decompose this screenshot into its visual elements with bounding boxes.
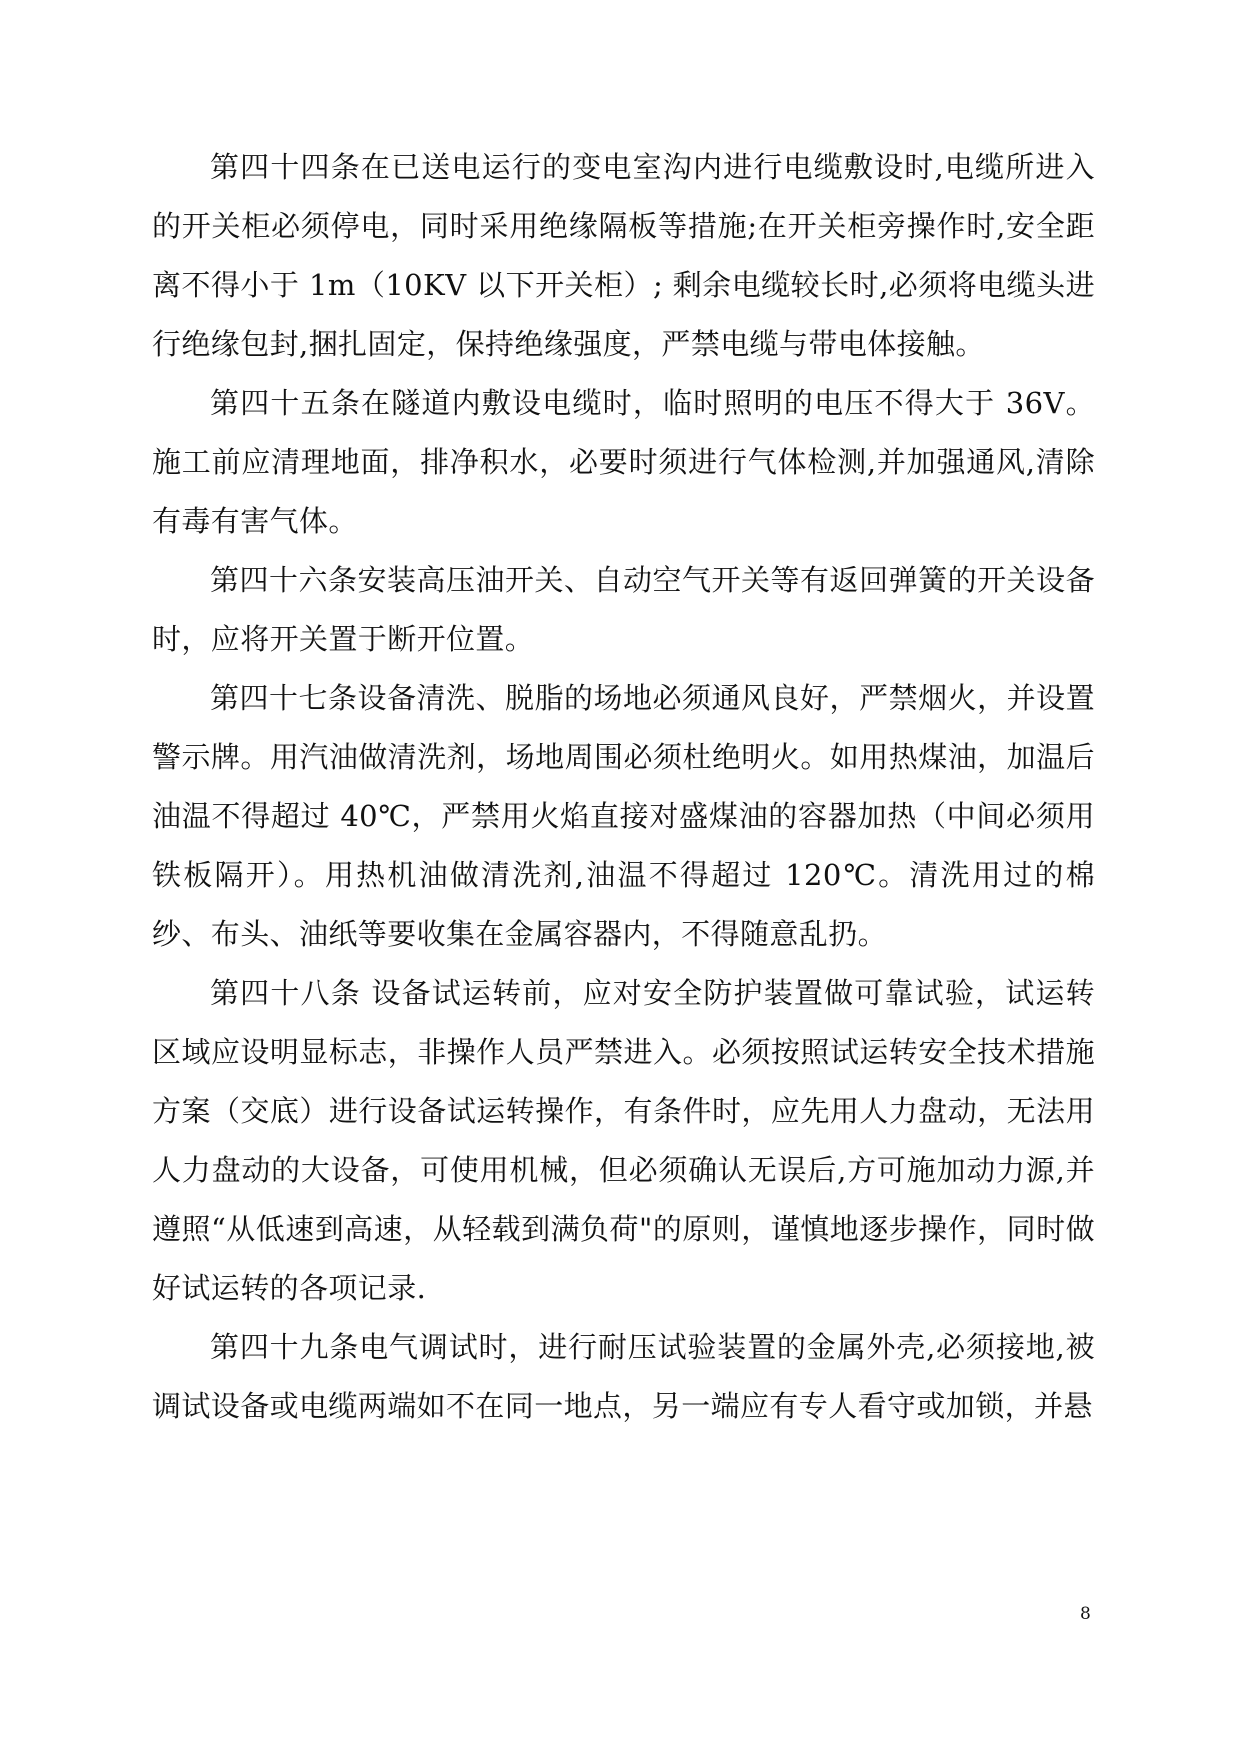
article-49-paragraph: 第四十九条电气调试时，进行耐压试验装置的金属外壳,必须接地,被调试设备或电缆两端如不在同一地点，另一端应有专人看守或加锁，并悬 [152, 1330, 1095, 1423]
article-48-paragraph: 第四十八条 设备试运转前，应对安全防护装置做可靠试验，试运转区域应设明显标志，非操作人员严禁进入。必须按照试运转安全技术措施方案（交底）进行设备试运转操作，有条件时，应先用人力盘动，无法用人力盘动的大设备，可使用机械，但必须确认无误后,方可施加动力源,并遵照“从低速到高速，从轻载到满负荷"的原则，谨慎地逐步操作，同时做好试运转的各项记录. [152, 976, 1095, 1305]
article-47-paragraph: 第四十七条设备清洗、脱脂的场地必须通风良好，严禁烟火，并设置警示牌。用汽油做清洗剂，场地周围必须杜绝明火。如用热煤油，加温后油温不得超过 40℃，严禁用火焰直接对盛煤油的容器加热（中间必须用铁板隔开）。用热机油做清洗剂,油温不得超过 120℃。清洗用过的棉纱、布头、油纸等要收集在金属容器内，不得随意乱扔。 [152, 681, 1095, 951]
article-45-paragraph: 第四十五条在隧道内敷设电缆时，临时照明的电压不得大于 36V。施工前应清理地面，排净积水，必要时须进行气体检测,并加强通风,清除有毒有害气体。 [152, 386, 1095, 538]
article-44-paragraph: 第四十四条在已送电运行的变电室沟内进行电缆敷设时,电缆所进入的开关柜必须停电，同时采用绝缘隔板等措施;在开关柜旁操作时,安全距离不得小于 1m（10KV 以下开关柜）; 剩余电缆较长时,必须将电缆头进行绝缘包封,捆扎固定，保持绝缘强度，严禁电缆与带电体接触。 [152, 150, 1095, 361]
body-text [152, 138, 1095, 1436]
page-number: 8 [1080, 1604, 1091, 1624]
article-46-paragraph: 第四十六条安装高压油开关、自动空气开关等有返回弹簧的开关设备时，应将开关置于断开位置。 [152, 563, 1095, 656]
